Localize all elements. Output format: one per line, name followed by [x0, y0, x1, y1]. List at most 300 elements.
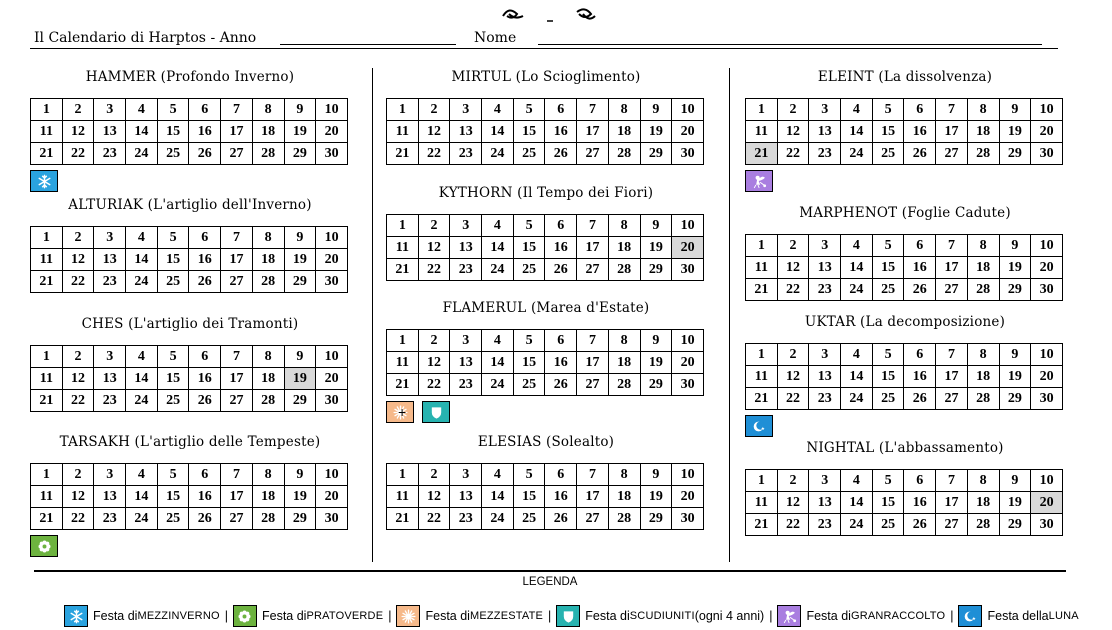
day-cell[interactable]: 7 [221, 346, 253, 368]
day-cell[interactable]: 14 [482, 121, 514, 143]
day-cell[interactable]: 19 [284, 368, 316, 390]
day-cell[interactable]: 24 [841, 143, 873, 165]
day-cell[interactable]: 3 [809, 99, 841, 121]
day-cell[interactable]: 3 [809, 235, 841, 257]
day-cell[interactable]: 2 [418, 464, 450, 486]
day-cell[interactable]: 1 [31, 227, 63, 249]
day-cell[interactable]: 16 [545, 237, 577, 259]
day-cell[interactable]: 18 [252, 368, 284, 390]
day-cell[interactable]: 13 [450, 237, 482, 259]
day-cell[interactable]: 21 [387, 259, 419, 281]
day-cell[interactable]: 1 [31, 464, 63, 486]
day-cell[interactable]: 22 [418, 143, 450, 165]
day-cell[interactable]: 29 [284, 508, 316, 530]
day-cell[interactable]: 15 [513, 121, 545, 143]
day-cell[interactable]: 21 [746, 279, 778, 301]
day-cell[interactable]: 16 [545, 352, 577, 374]
day-cell[interactable]: 24 [841, 514, 873, 536]
day-cell[interactable]: 14 [482, 352, 514, 374]
day-cell[interactable]: 14 [126, 486, 158, 508]
day-cell[interactable]: 19 [999, 366, 1031, 388]
day-cell[interactable]: 20 [1031, 257, 1063, 279]
day-cell[interactable]: 6 [189, 346, 221, 368]
day-cell[interactable]: 25 [872, 143, 904, 165]
day-cell[interactable]: 8 [608, 99, 640, 121]
day-cell[interactable]: 26 [545, 259, 577, 281]
day-cell[interactable]: 17 [936, 121, 968, 143]
day-cell[interactable]: 28 [252, 508, 284, 530]
day-cell[interactable]: 9 [999, 99, 1031, 121]
day-cell[interactable]: 8 [252, 227, 284, 249]
day-cell[interactable]: 29 [999, 514, 1031, 536]
day-cell[interactable]: 22 [777, 279, 809, 301]
day-cell[interactable]: 17 [221, 121, 253, 143]
day-cell[interactable]: 21 [31, 508, 63, 530]
day-cell[interactable]: 11 [746, 492, 778, 514]
day-cell[interactable]: 13 [809, 492, 841, 514]
day-cell[interactable]: 27 [221, 143, 253, 165]
day-cell[interactable]: 6 [545, 99, 577, 121]
day-cell[interactable]: 12 [62, 368, 94, 390]
day-cell[interactable]: 4 [126, 99, 158, 121]
day-cell[interactable]: 23 [94, 390, 126, 412]
day-cell[interactable]: 30 [316, 390, 348, 412]
day-cell[interactable]: 24 [482, 259, 514, 281]
day-cell[interactable]: 23 [450, 508, 482, 530]
day-cell[interactable]: 9 [999, 235, 1031, 257]
day-cell[interactable]: 30 [672, 374, 704, 396]
day-cell[interactable]: 7 [936, 99, 968, 121]
day-cell[interactable]: 4 [841, 344, 873, 366]
day-cell[interactable]: 1 [387, 464, 419, 486]
day-cell[interactable]: 20 [316, 486, 348, 508]
day-cell[interactable]: 20 [672, 237, 704, 259]
day-cell[interactable]: 13 [94, 368, 126, 390]
day-cell[interactable]: 23 [809, 143, 841, 165]
day-cell[interactable]: 4 [482, 330, 514, 352]
day-cell[interactable]: 1 [31, 346, 63, 368]
day-cell[interactable]: 5 [157, 227, 189, 249]
day-cell[interactable]: 10 [316, 227, 348, 249]
day-cell[interactable]: 12 [62, 486, 94, 508]
day-cell[interactable]: 13 [450, 352, 482, 374]
day-cell[interactable]: 22 [62, 143, 94, 165]
day-cell[interactable]: 4 [841, 470, 873, 492]
day-cell[interactable]: 5 [513, 215, 545, 237]
day-cell[interactable]: 16 [904, 492, 936, 514]
day-cell[interactable]: 10 [316, 99, 348, 121]
day-cell[interactable]: 30 [672, 143, 704, 165]
day-cell[interactable]: 28 [967, 514, 999, 536]
day-cell[interactable]: 2 [777, 470, 809, 492]
day-cell[interactable]: 5 [872, 99, 904, 121]
year-field[interactable] [280, 44, 456, 45]
day-cell[interactable]: 17 [577, 121, 609, 143]
day-cell[interactable]: 2 [418, 99, 450, 121]
day-cell[interactable]: 30 [316, 143, 348, 165]
day-cell[interactable]: 18 [252, 486, 284, 508]
day-cell[interactable]: 12 [62, 249, 94, 271]
day-cell[interactable]: 4 [126, 227, 158, 249]
day-cell[interactable]: 5 [872, 235, 904, 257]
day-cell[interactable]: 7 [577, 330, 609, 352]
day-cell[interactable]: 12 [62, 121, 94, 143]
day-cell[interactable]: 19 [284, 249, 316, 271]
day-cell[interactable]: 6 [189, 464, 221, 486]
day-cell[interactable]: 25 [157, 271, 189, 293]
day-cell[interactable]: 23 [450, 374, 482, 396]
day-cell[interactable]: 16 [189, 249, 221, 271]
day-cell[interactable]: 3 [94, 99, 126, 121]
day-cell[interactable]: 9 [640, 464, 672, 486]
day-cell[interactable]: 8 [252, 464, 284, 486]
day-cell[interactable]: 15 [513, 352, 545, 374]
day-cell[interactable]: 23 [94, 508, 126, 530]
day-cell[interactable]: 9 [284, 464, 316, 486]
day-cell[interactable]: 25 [872, 514, 904, 536]
day-cell[interactable]: 11 [387, 352, 419, 374]
day-cell[interactable]: 13 [94, 249, 126, 271]
day-cell[interactable]: 2 [777, 344, 809, 366]
day-cell[interactable]: 25 [513, 259, 545, 281]
day-cell[interactable]: 21 [387, 508, 419, 530]
day-cell[interactable]: 29 [284, 143, 316, 165]
day-cell[interactable]: 25 [157, 508, 189, 530]
day-cell[interactable]: 15 [157, 486, 189, 508]
day-cell[interactable]: 8 [252, 99, 284, 121]
day-cell[interactable]: 6 [545, 330, 577, 352]
day-cell[interactable]: 29 [640, 508, 672, 530]
day-cell[interactable]: 11 [387, 237, 419, 259]
day-cell[interactable]: 20 [1031, 121, 1063, 143]
day-cell[interactable]: 18 [252, 121, 284, 143]
day-cell[interactable]: 14 [126, 249, 158, 271]
day-cell[interactable]: 20 [316, 121, 348, 143]
day-cell[interactable]: 3 [94, 227, 126, 249]
day-cell[interactable]: 19 [999, 492, 1031, 514]
day-cell[interactable]: 14 [126, 121, 158, 143]
day-cell[interactable]: 11 [746, 366, 778, 388]
day-cell[interactable]: 15 [513, 237, 545, 259]
day-cell[interactable]: 30 [1031, 388, 1063, 410]
day-cell[interactable]: 5 [872, 344, 904, 366]
day-cell[interactable]: 10 [672, 330, 704, 352]
day-cell[interactable]: 29 [999, 279, 1031, 301]
day-cell[interactable]: 20 [672, 121, 704, 143]
day-cell[interactable]: 21 [387, 143, 419, 165]
day-cell[interactable]: 26 [904, 388, 936, 410]
day-cell[interactable]: 21 [31, 390, 63, 412]
day-cell[interactable]: 16 [545, 121, 577, 143]
day-cell[interactable]: 10 [316, 464, 348, 486]
day-cell[interactable]: 9 [284, 346, 316, 368]
day-cell[interactable]: 4 [841, 99, 873, 121]
day-cell[interactable]: 14 [841, 492, 873, 514]
day-cell[interactable]: 24 [126, 390, 158, 412]
day-cell[interactable]: 2 [62, 346, 94, 368]
day-cell[interactable]: 13 [450, 486, 482, 508]
day-cell[interactable]: 5 [157, 99, 189, 121]
day-cell[interactable]: 30 [1031, 514, 1063, 536]
day-cell[interactable]: 5 [872, 470, 904, 492]
day-cell[interactable]: 30 [316, 508, 348, 530]
day-cell[interactable]: 22 [62, 508, 94, 530]
day-cell[interactable]: 30 [1031, 279, 1063, 301]
day-cell[interactable]: 2 [62, 227, 94, 249]
day-cell[interactable]: 14 [482, 486, 514, 508]
day-cell[interactable]: 25 [513, 374, 545, 396]
day-cell[interactable]: 16 [189, 368, 221, 390]
day-cell[interactable]: 8 [967, 235, 999, 257]
day-cell[interactable]: 7 [936, 235, 968, 257]
day-cell[interactable]: 9 [284, 227, 316, 249]
day-cell[interactable]: 18 [967, 121, 999, 143]
day-cell[interactable]: 17 [221, 486, 253, 508]
day-cell[interactable]: 13 [94, 121, 126, 143]
day-cell[interactable]: 17 [936, 257, 968, 279]
day-cell[interactable]: 15 [872, 366, 904, 388]
day-cell[interactable]: 6 [545, 215, 577, 237]
day-cell[interactable]: 1 [31, 99, 63, 121]
day-cell[interactable]: 29 [640, 259, 672, 281]
day-cell[interactable]: 28 [252, 271, 284, 293]
day-cell[interactable]: 28 [608, 259, 640, 281]
day-cell[interactable]: 23 [809, 388, 841, 410]
day-cell[interactable]: 1 [387, 99, 419, 121]
day-cell[interactable]: 16 [189, 121, 221, 143]
day-cell[interactable]: 12 [418, 486, 450, 508]
day-cell[interactable]: 17 [577, 237, 609, 259]
day-cell[interactable]: 19 [640, 237, 672, 259]
day-cell[interactable]: 30 [1031, 143, 1063, 165]
day-cell[interactable]: 17 [577, 486, 609, 508]
day-cell[interactable]: 18 [967, 257, 999, 279]
day-cell[interactable]: 27 [221, 271, 253, 293]
day-cell[interactable]: 21 [387, 374, 419, 396]
day-cell[interactable]: 26 [189, 271, 221, 293]
day-cell[interactable]: 7 [577, 464, 609, 486]
day-cell[interactable]: 5 [157, 464, 189, 486]
day-cell[interactable]: 21 [746, 143, 778, 165]
day-cell[interactable]: 1 [387, 215, 419, 237]
day-cell[interactable]: 7 [936, 470, 968, 492]
day-cell[interactable]: 10 [1031, 99, 1063, 121]
day-cell[interactable]: 17 [936, 492, 968, 514]
day-cell[interactable]: 12 [418, 352, 450, 374]
day-cell[interactable]: 16 [904, 257, 936, 279]
day-cell[interactable]: 11 [31, 486, 63, 508]
day-cell[interactable]: 7 [936, 344, 968, 366]
day-cell[interactable]: 15 [157, 249, 189, 271]
day-cell[interactable]: 26 [904, 143, 936, 165]
day-cell[interactable]: 15 [157, 121, 189, 143]
day-cell[interactable]: 27 [936, 143, 968, 165]
day-cell[interactable]: 21 [31, 143, 63, 165]
day-cell[interactable]: 5 [513, 99, 545, 121]
day-cell[interactable]: 21 [746, 514, 778, 536]
day-cell[interactable]: 4 [126, 464, 158, 486]
day-cell[interactable]: 14 [841, 366, 873, 388]
day-cell[interactable]: 24 [126, 143, 158, 165]
day-cell[interactable]: 19 [640, 121, 672, 143]
day-cell[interactable]: 12 [777, 257, 809, 279]
day-cell[interactable]: 29 [284, 390, 316, 412]
day-cell[interactable]: 27 [936, 279, 968, 301]
day-cell[interactable]: 19 [284, 486, 316, 508]
day-cell[interactable]: 18 [252, 249, 284, 271]
day-cell[interactable]: 6 [904, 344, 936, 366]
day-cell[interactable]: 4 [841, 235, 873, 257]
day-cell[interactable]: 13 [809, 121, 841, 143]
day-cell[interactable]: 24 [126, 271, 158, 293]
day-cell[interactable]: 2 [62, 464, 94, 486]
day-cell[interactable]: 29 [640, 143, 672, 165]
day-cell[interactable]: 9 [640, 215, 672, 237]
day-cell[interactable]: 22 [777, 514, 809, 536]
day-cell[interactable]: 19 [640, 352, 672, 374]
day-cell[interactable]: 23 [94, 143, 126, 165]
day-cell[interactable]: 27 [221, 508, 253, 530]
day-cell[interactable]: 11 [746, 121, 778, 143]
day-cell[interactable]: 6 [904, 470, 936, 492]
day-cell[interactable]: 29 [999, 388, 1031, 410]
day-cell[interactable]: 26 [189, 508, 221, 530]
day-cell[interactable]: 6 [545, 464, 577, 486]
day-cell[interactable]: 3 [450, 215, 482, 237]
day-cell[interactable]: 20 [316, 249, 348, 271]
day-cell[interactable]: 8 [252, 346, 284, 368]
day-cell[interactable]: 1 [746, 470, 778, 492]
day-cell[interactable]: 23 [450, 259, 482, 281]
day-cell[interactable]: 20 [316, 368, 348, 390]
name-field[interactable] [538, 44, 1042, 45]
day-cell[interactable]: 23 [809, 279, 841, 301]
day-cell[interactable]: 4 [482, 464, 514, 486]
day-cell[interactable]: 6 [904, 235, 936, 257]
day-cell[interactable]: 22 [418, 259, 450, 281]
day-cell[interactable]: 11 [387, 121, 419, 143]
day-cell[interactable]: 25 [513, 508, 545, 530]
day-cell[interactable]: 22 [418, 508, 450, 530]
day-cell[interactable]: 29 [999, 143, 1031, 165]
day-cell[interactable]: 27 [577, 374, 609, 396]
day-cell[interactable]: 12 [777, 492, 809, 514]
day-cell[interactable]: 18 [608, 237, 640, 259]
day-cell[interactable]: 1 [387, 330, 419, 352]
day-cell[interactable]: 22 [777, 143, 809, 165]
day-cell[interactable]: 15 [872, 492, 904, 514]
day-cell[interactable]: 12 [777, 366, 809, 388]
day-cell[interactable]: 20 [672, 352, 704, 374]
day-cell[interactable]: 28 [252, 390, 284, 412]
day-cell[interactable]: 28 [608, 508, 640, 530]
day-cell[interactable]: 5 [157, 346, 189, 368]
day-cell[interactable]: 27 [936, 514, 968, 536]
day-cell[interactable]: 10 [316, 346, 348, 368]
day-cell[interactable]: 26 [189, 390, 221, 412]
day-cell[interactable]: 19 [640, 486, 672, 508]
day-cell[interactable]: 10 [1031, 344, 1063, 366]
day-cell[interactable]: 8 [608, 464, 640, 486]
day-cell[interactable]: 25 [872, 388, 904, 410]
day-cell[interactable]: 25 [157, 143, 189, 165]
day-cell[interactable]: 1 [746, 99, 778, 121]
day-cell[interactable]: 2 [777, 99, 809, 121]
day-cell[interactable]: 17 [936, 366, 968, 388]
day-cell[interactable]: 28 [252, 143, 284, 165]
day-cell[interactable]: 4 [126, 346, 158, 368]
day-cell[interactable]: 14 [841, 121, 873, 143]
day-cell[interactable]: 24 [482, 143, 514, 165]
day-cell[interactable]: 1 [746, 344, 778, 366]
day-cell[interactable]: 12 [418, 237, 450, 259]
day-cell[interactable]: 20 [1031, 366, 1063, 388]
day-cell[interactable]: 22 [418, 374, 450, 396]
day-cell[interactable]: 23 [94, 271, 126, 293]
day-cell[interactable]: 27 [577, 143, 609, 165]
day-cell[interactable]: 18 [608, 352, 640, 374]
day-cell[interactable]: 4 [482, 99, 514, 121]
day-cell[interactable]: 7 [577, 215, 609, 237]
day-cell[interactable]: 24 [841, 388, 873, 410]
day-cell[interactable]: 15 [872, 121, 904, 143]
day-cell[interactable]: 16 [545, 486, 577, 508]
day-cell[interactable]: 16 [904, 366, 936, 388]
day-cell[interactable]: 18 [608, 121, 640, 143]
day-cell[interactable]: 28 [608, 143, 640, 165]
day-cell[interactable]: 14 [841, 257, 873, 279]
day-cell[interactable]: 26 [545, 374, 577, 396]
day-cell[interactable]: 19 [999, 257, 1031, 279]
day-cell[interactable]: 5 [513, 330, 545, 352]
day-cell[interactable]: 21 [31, 271, 63, 293]
day-cell[interactable]: 24 [841, 279, 873, 301]
day-cell[interactable]: 11 [31, 368, 63, 390]
day-cell[interactable]: 17 [577, 352, 609, 374]
day-cell[interactable]: 5 [513, 464, 545, 486]
day-cell[interactable]: 27 [221, 390, 253, 412]
day-cell[interactable]: 15 [872, 257, 904, 279]
day-cell[interactable]: 18 [608, 486, 640, 508]
day-cell[interactable]: 3 [450, 330, 482, 352]
day-cell[interactable]: 2 [418, 330, 450, 352]
day-cell[interactable]: 15 [513, 486, 545, 508]
day-cell[interactable]: 24 [126, 508, 158, 530]
day-cell[interactable]: 30 [316, 271, 348, 293]
day-cell[interactable]: 11 [746, 257, 778, 279]
day-cell[interactable]: 16 [904, 121, 936, 143]
day-cell[interactable]: 7 [221, 227, 253, 249]
day-cell[interactable]: 15 [157, 368, 189, 390]
day-cell[interactable]: 30 [672, 259, 704, 281]
day-cell[interactable]: 26 [189, 143, 221, 165]
day-cell[interactable]: 26 [545, 508, 577, 530]
day-cell[interactable]: 25 [872, 279, 904, 301]
day-cell[interactable]: 2 [777, 235, 809, 257]
day-cell[interactable]: 27 [936, 388, 968, 410]
day-cell[interactable]: 27 [577, 508, 609, 530]
day-cell[interactable]: 12 [418, 121, 450, 143]
day-cell[interactable]: 26 [545, 143, 577, 165]
day-cell[interactable]: 26 [904, 514, 936, 536]
day-cell[interactable]: 3 [94, 464, 126, 486]
day-cell[interactable]: 12 [777, 121, 809, 143]
day-cell[interactable]: 4 [482, 215, 514, 237]
day-cell[interactable]: 19 [999, 121, 1031, 143]
day-cell[interactable]: 14 [482, 237, 514, 259]
day-cell[interactable]: 18 [967, 366, 999, 388]
day-cell[interactable]: 7 [577, 99, 609, 121]
